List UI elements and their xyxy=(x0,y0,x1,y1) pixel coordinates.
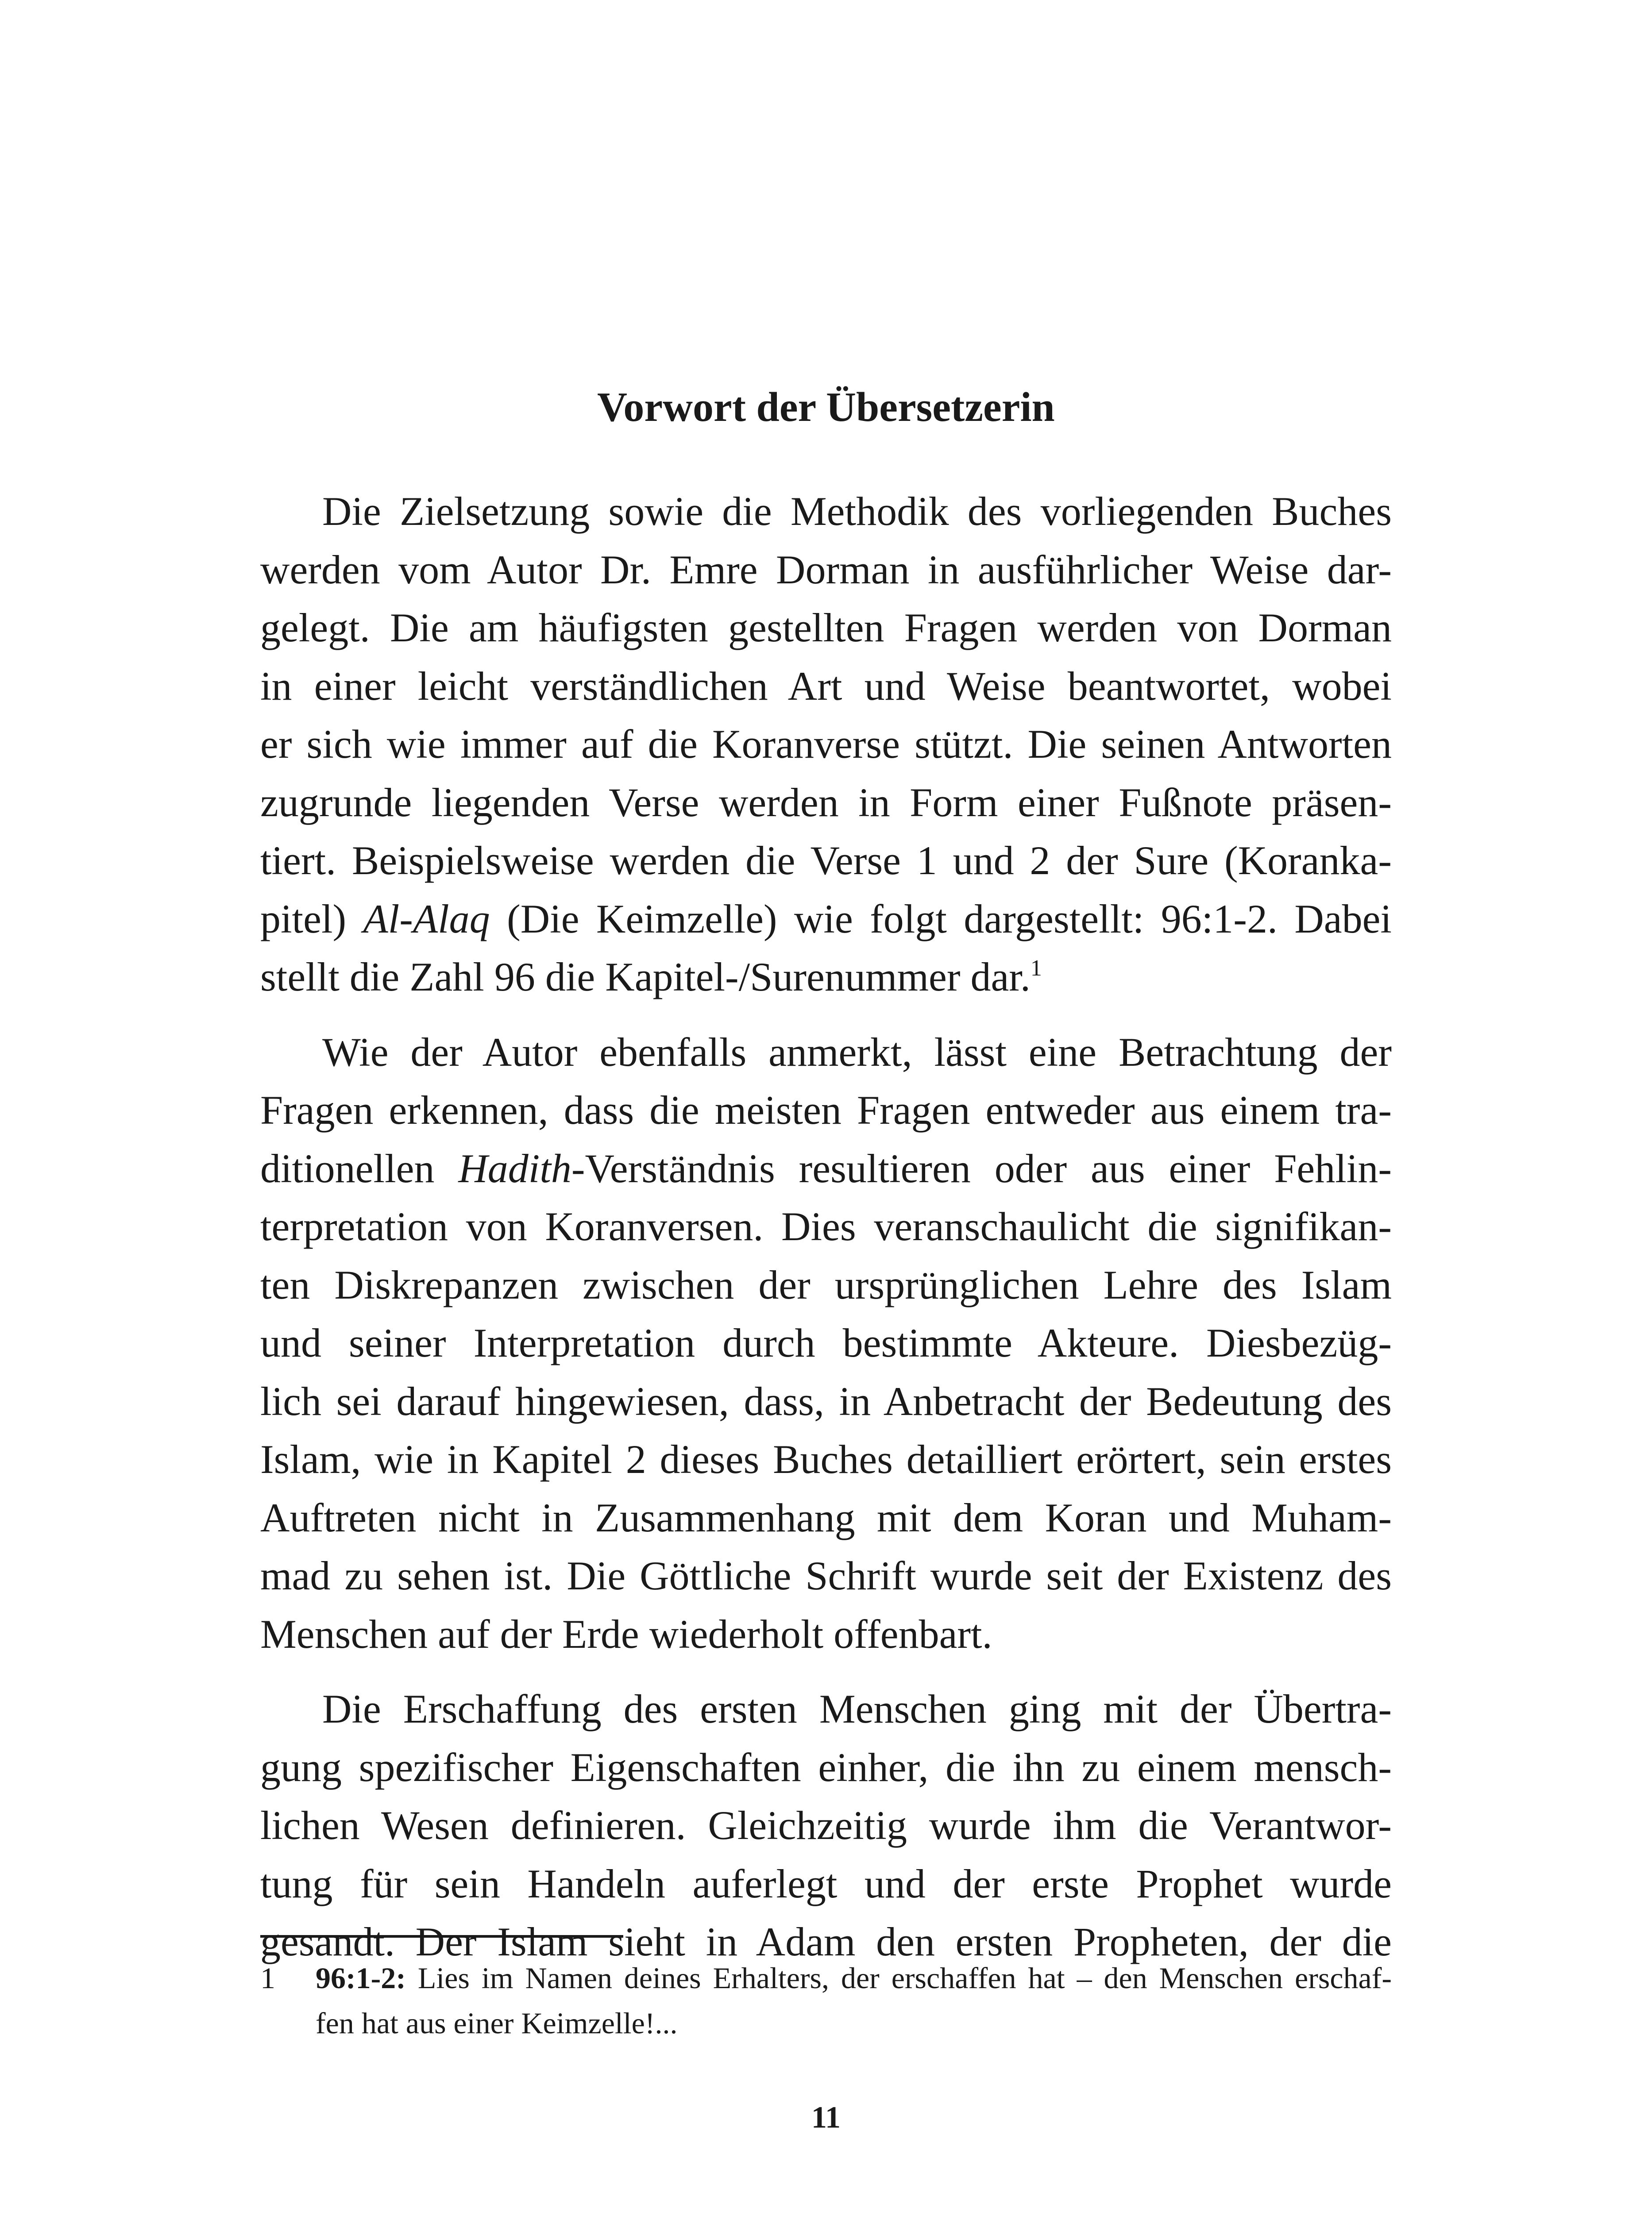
body-text xyxy=(260,482,1392,1971)
text-line: gelegt. Die am häufigsten gestellten Fragen werden von Dorman xyxy=(260,605,1392,650)
footnote-reference[interactable]: 1 xyxy=(1030,956,1042,981)
text-line: in einer leicht verständlichen Art und Weise beantwortet, wobei xyxy=(260,663,1392,709)
text-line: er sich wie immer auf die Koranverse stützt. Die seinen Antworten xyxy=(260,721,1392,767)
footnote-divider xyxy=(260,1935,623,1938)
text-line xyxy=(260,890,1392,948)
text-line: tiert. Beispielsweise werden die Verse 1 und 2 der Sure (Koranka- xyxy=(260,838,1392,883)
text-line: gesandt. Der Islam sieht in Adam den ersten Propheten, der die xyxy=(260,1919,1392,1964)
footnote-verse-ref: 96:1-2: xyxy=(316,1961,406,1995)
text-line: gung spezifischer Eigenschaften einher, die ihn zu einem mensch- xyxy=(260,1744,1392,1790)
paragraph-3 xyxy=(260,1680,1392,1971)
text-segment: ditionellen xyxy=(260,1145,459,1191)
text-line: Die Erschaffung des ersten Menschen ging mit der Übertra- xyxy=(322,1686,1392,1731)
italic-term-hadith: Hadith xyxy=(458,1145,571,1191)
text-line: Auftreten nicht in Zusammenhang mit dem Koran und Muham- xyxy=(260,1495,1392,1540)
text-line: terpretation von Koranversen. Dies veranschaulicht die signifikan- xyxy=(260,1204,1392,1249)
footnote-line xyxy=(316,1955,1392,2001)
text-line: lichen Wesen definieren. Gleichzeitig wurde ihm die Verantwor- xyxy=(260,1803,1392,1848)
text-line: tung für sein Handeln auferlegt und der erste Prophet wurde xyxy=(260,1861,1392,1906)
text-line: zugrunde liegenden Verse werden in Form einer Fußnote präsen- xyxy=(260,779,1392,825)
text-line: werden vom Autor Dr. Emre Dorman in ausführlicher Weise dar- xyxy=(260,547,1392,592)
text-segment: Lies im Namen deines Erhalters, der erschaffen hat – den Menschen erschaf- xyxy=(405,1961,1392,1995)
text-line: Islam, wie in Kapitel 2 dieses Buches detailliert erörtert, sein erstes xyxy=(260,1437,1392,1482)
paragraph-2 xyxy=(260,1023,1392,1664)
page-number: 11 xyxy=(811,2101,841,2135)
text-line: Fragen erkennen, dass die meisten Fragen entweder aus einem tra- xyxy=(260,1087,1392,1133)
text-line: lich sei darauf hingewiesen, dass, in Anbetracht der Bedeutung des xyxy=(260,1378,1392,1424)
footnote xyxy=(260,1955,1392,2046)
text-segment: (Die Keimzelle) wie folgt dargestellt: 96:1-2. Dabei xyxy=(490,896,1392,941)
text-line xyxy=(260,948,1392,1006)
paragraph-1 xyxy=(260,482,1392,1006)
text-line: Menschen auf der Erde wiederholt offenbart. xyxy=(260,1611,992,1657)
italic-term-al-alaq: Al-Alaq xyxy=(363,896,490,941)
text-line: Wie der Autor ebenfalls anmerkt, lässt eine Betrachtung der xyxy=(322,1029,1392,1075)
text-segment: stellt die Zahl 96 die Kapitel-/Surenummer dar. xyxy=(260,954,1031,999)
footnote-text xyxy=(316,1955,1392,2046)
text-line: mad zu sehen ist. Die Göttliche Schrift wurde seit der Existenz des xyxy=(260,1553,1392,1598)
text-segment: -Verständnis resultieren oder aus einer Fehlin- xyxy=(571,1145,1392,1191)
footnote-line: fen hat aus einer Keimzelle!... xyxy=(316,2006,678,2040)
page-title: Vorwort der Übersetzerin xyxy=(597,384,1055,430)
text-line: ten Diskrepanzen zwischen der ursprünglichen Lehre des Islam xyxy=(260,1262,1392,1307)
footnote-number: 1 xyxy=(260,1961,275,1995)
text-segment: pitel) xyxy=(260,896,363,941)
text-line: Die Zielsetzung sowie die Methodik des vorliegenden Buches xyxy=(322,489,1392,534)
text-line xyxy=(260,1140,1392,1198)
text-line: und seiner Interpretation durch bestimmte Akteure. Diesbezüg- xyxy=(260,1320,1392,1365)
